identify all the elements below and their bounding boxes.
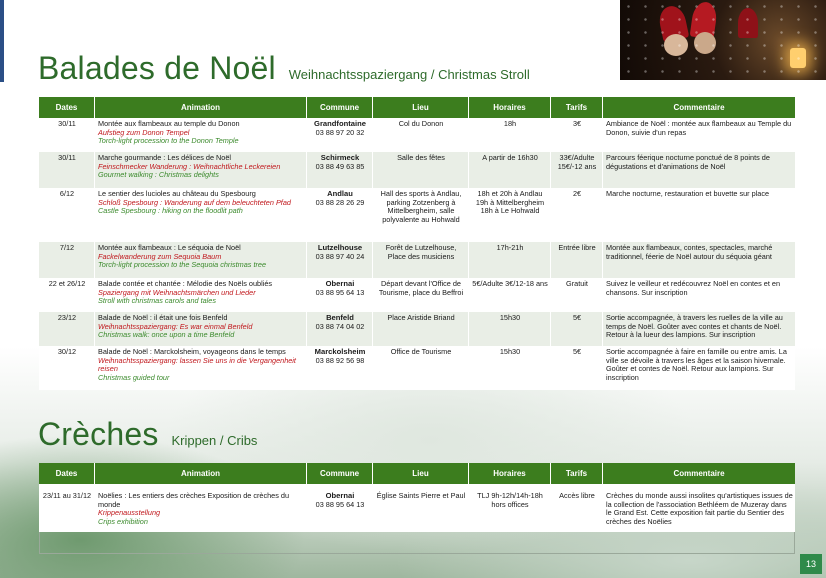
cell-animation bbox=[95, 278, 307, 312]
cell-lieu: Office de Tourisme bbox=[373, 346, 469, 390]
commune-phone: 03 88 97 40 24 bbox=[315, 251, 365, 261]
cell-lieu: Hall des sports à Andlau, parking Zotzenberg à Mittelbergheim, salle polyvalente au Hohwald bbox=[373, 188, 469, 242]
cell-horaires: 17h-21h bbox=[469, 242, 551, 278]
commune-name: Lutzelhouse bbox=[317, 243, 363, 252]
cell-commune bbox=[307, 188, 373, 242]
header-commentaire: Commentaire bbox=[603, 463, 795, 484]
animation-fr: Noëlies : Les entiers des crèches Exposition de crèches du monde bbox=[98, 491, 290, 509]
cell-animation bbox=[95, 118, 307, 152]
cell-date: 23/11 au 31/12 bbox=[39, 484, 95, 532]
commune-phone: 03 88 74 04 02 bbox=[315, 321, 365, 331]
header-lieu: Lieu bbox=[373, 463, 469, 484]
cell-date: 30/11 bbox=[39, 152, 95, 188]
cell-commune bbox=[307, 278, 373, 312]
title-subtitle: Weihnachtsspaziergang / Christmas Stroll bbox=[288, 67, 530, 82]
header-animation: Animation bbox=[95, 97, 307, 118]
cell-commune bbox=[307, 242, 373, 278]
cell-tarifs: Gratuit bbox=[551, 278, 603, 312]
commune-name: Marckolsheim bbox=[314, 347, 366, 356]
commune-name: Benfeld bbox=[326, 313, 354, 322]
animation-en: Stroll with christmas carols and tales bbox=[98, 296, 217, 306]
header-commune: Commune bbox=[307, 463, 373, 484]
header-commune: Commune bbox=[307, 97, 373, 118]
commune-name: Obernai bbox=[325, 279, 355, 288]
table-row bbox=[39, 118, 795, 152]
cell-date: 30/12 bbox=[39, 346, 95, 390]
commune-phone: 03 88 95 64 13 bbox=[315, 287, 365, 297]
header-tarifs: Tarifs bbox=[551, 463, 603, 484]
animation-de: Weihnachtsspaziergang: lassen Sie uns in die Vergangenheit reisen bbox=[98, 355, 296, 374]
header-dates: Dates bbox=[39, 97, 95, 118]
cell-tarifs: 33€/Adulte 15€/-12 ans bbox=[551, 152, 603, 188]
cell-date: 22 et 26/12 bbox=[39, 278, 95, 312]
cell-commentaire: Sortie accompagnée, à travers les ruelles de la ville au temps de Noël. Goûter avec contes et chants de Noël. Retour à la lueur des lampions. Sur inscription bbox=[603, 312, 795, 346]
cell-horaires: 15h30 bbox=[469, 346, 551, 390]
section-title-creches bbox=[38, 418, 257, 450]
header-lieu: Lieu bbox=[373, 97, 469, 118]
commune-name: Grandfontaine bbox=[314, 119, 366, 128]
animation-fr: Balade de Noël : il était une fois Benfeld bbox=[98, 313, 228, 322]
cell-commune bbox=[307, 312, 373, 346]
animation-fr: Montée aux flambeaux : Le séquoia de Noël bbox=[98, 243, 241, 252]
cell-lieu: Forêt de Lutzelhouse, Place des musiciens bbox=[373, 242, 469, 278]
cell-commentaire: Ambiance de Noël : montée aux flambeaux au Temple du Donon, suivie d'un repas bbox=[603, 118, 795, 152]
header-dates: Dates bbox=[39, 463, 95, 484]
table-row bbox=[39, 242, 795, 278]
animation-en: Gourmet walking : Christmas delights bbox=[98, 170, 219, 180]
header-horaires: Horaires bbox=[469, 463, 551, 484]
title-main: Crèches bbox=[38, 416, 159, 452]
cell-tarifs: 2€ bbox=[551, 188, 603, 242]
cell-animation bbox=[95, 312, 307, 346]
cell-animation bbox=[95, 188, 307, 242]
animation-en: Torch-light procession to the Sequoia christmas tree bbox=[98, 260, 267, 270]
header-animation: Animation bbox=[95, 463, 307, 484]
cell-commentaire: Crèches du monde aussi insolites qu'artistiques issues de la collection de l'association Bethléem de Muzeray dans le Grand Est. Cette exposition fait partie du Sentier des crèches des Noëlies bbox=[603, 484, 795, 532]
animation-en: Christmas walk: once upon a time Benfeld bbox=[98, 330, 235, 340]
cell-lieu: Col du Donon bbox=[373, 118, 469, 152]
cell-horaires: 18h bbox=[469, 118, 551, 152]
table-row bbox=[39, 278, 795, 312]
animation-en: Torch-light procession to the Donon Temple bbox=[98, 136, 239, 146]
cell-tarifs: 5€ bbox=[551, 312, 603, 346]
commune-phone: 03 88 97 20 32 bbox=[315, 127, 365, 137]
table-header-row bbox=[39, 463, 795, 484]
cell-commune bbox=[307, 484, 373, 532]
cell-tarifs: 5€ bbox=[551, 346, 603, 390]
animation-en: Castle Spesbourg : hiking on the floodlit path bbox=[98, 206, 243, 216]
cell-horaires: TLJ 9h-12h/14h-18h hors offices bbox=[469, 484, 551, 532]
table-row bbox=[39, 188, 795, 242]
cell-commentaire: Parcours féerique nocturne ponctué de 8 points de dégustations et d'animations de Noël bbox=[603, 152, 795, 188]
animation-en: Christmas guided tour bbox=[98, 372, 170, 382]
left-accent-bar bbox=[0, 0, 4, 82]
cell-commentaire: Suivez le veilleur et redécouvrez Noël en contes et en chansons. Sur inscription bbox=[603, 278, 795, 312]
animation-fr: Montée aux flambeaux au temple du Donon bbox=[98, 119, 240, 128]
cell-commentaire: Sortie accompagnée à faire en famille ou entre amis. La ville se dévoile à travers les âges et la saison hivernale. Goûter et contes de Noël. Retour aux lampions. Sur inscription bbox=[603, 346, 795, 390]
creches-table bbox=[39, 463, 795, 532]
animation-fr: Marche gourmande : Les délices de Noël bbox=[98, 153, 232, 162]
cell-tarifs: Entrée libre bbox=[551, 242, 603, 278]
cell-commentaire: Marche nocturne, restauration et buvette sur place bbox=[603, 188, 795, 242]
animation-fr: Balade de Noël : Marckolsheim, voyageons dans le temps bbox=[98, 347, 286, 356]
commune-phone: 03 88 28 26 29 bbox=[315, 197, 365, 207]
section-title-balades bbox=[38, 52, 530, 84]
commune-phone: 03 88 95 64 13 bbox=[315, 499, 365, 509]
cell-lieu: Place Aristide Briand bbox=[373, 312, 469, 346]
cell-date: 6/12 bbox=[39, 188, 95, 242]
commune-name: Obernai bbox=[325, 491, 355, 500]
commune-name: Schirmeck bbox=[320, 153, 360, 162]
commune-phone: 03 88 92 56 98 bbox=[315, 355, 365, 365]
animation-en: Crips exhibition bbox=[98, 516, 148, 526]
animation-de: Aufstieg zum Donon Tempel bbox=[98, 127, 190, 137]
cell-horaires: 18h et 20h à Andlau 19h à Mittelbergheim 18h à Le Hohwald bbox=[469, 188, 551, 242]
header-commentaire: Commentaire bbox=[603, 97, 795, 118]
balades-table bbox=[39, 97, 795, 390]
cell-lieu: Église Saints Pierre et Paul bbox=[373, 484, 469, 532]
animation-de: Fackelwanderung zum Sequoia Baum bbox=[98, 251, 222, 261]
table-row bbox=[39, 346, 795, 390]
title-subtitle: Krippen / Cribs bbox=[171, 433, 258, 448]
cell-lieu: Salle des fêtes bbox=[373, 152, 469, 188]
header-tarifs: Tarifs bbox=[551, 97, 603, 118]
animation-fr: Balade contée et chantée : Mélodie des Noëls oubliés bbox=[98, 279, 273, 288]
animation-de: Spaziergang mit Weihnachtsmärchen und Lieder bbox=[98, 287, 256, 297]
cell-animation bbox=[95, 152, 307, 188]
cell-horaires: 15h30 bbox=[469, 312, 551, 346]
animation-de: Feinschmecker Wanderung : Weihnachtliche Leckereien bbox=[98, 161, 281, 171]
christmas-lantern-children-photo bbox=[620, 0, 826, 80]
cell-animation bbox=[95, 346, 307, 390]
cell-commune bbox=[307, 152, 373, 188]
animation-de: Schloß Spesbourg : Wanderung auf dem beleuchteten Pfad bbox=[98, 197, 291, 207]
cell-commune bbox=[307, 118, 373, 152]
cell-tarifs: Accès libre bbox=[551, 484, 603, 532]
table-header-row bbox=[39, 97, 795, 118]
cell-date: 7/12 bbox=[39, 242, 95, 278]
cell-animation bbox=[95, 242, 307, 278]
cell-horaires: A partir de 16h30 bbox=[469, 152, 551, 188]
animation-de: Weihnachtsspaziergang: Es war einmal Benfeld bbox=[98, 321, 253, 331]
page-number: 13 bbox=[800, 554, 822, 574]
table-row bbox=[39, 312, 795, 346]
cell-horaires: 5€/Adulte 3€/12-18 ans bbox=[469, 278, 551, 312]
animation-fr: Le sentier des lucioles au château du Spesbourg bbox=[98, 189, 256, 198]
cell-lieu: Départ devant l'Office de Tourisme, place du Beffroi bbox=[373, 278, 469, 312]
title-main: Balades de Noël bbox=[38, 50, 276, 86]
header-horaires: Horaires bbox=[469, 97, 551, 118]
table-row bbox=[39, 484, 795, 532]
cell-animation bbox=[95, 484, 307, 532]
cell-commune bbox=[307, 346, 373, 390]
commune-name: Andlau bbox=[327, 189, 353, 198]
cell-date: 30/11 bbox=[39, 118, 95, 152]
cell-commentaire: Montée aux flambeaux, contes, spectacles, marché traditionnel, féerie de Noël autour du séquoia géant bbox=[603, 242, 795, 278]
commune-phone: 03 88 49 63 85 bbox=[315, 161, 365, 171]
animation-de: Krippenausstellung bbox=[98, 508, 161, 518]
table-row bbox=[39, 152, 795, 188]
cell-date: 23/12 bbox=[39, 312, 95, 346]
cell-tarifs: 3€ bbox=[551, 118, 603, 152]
